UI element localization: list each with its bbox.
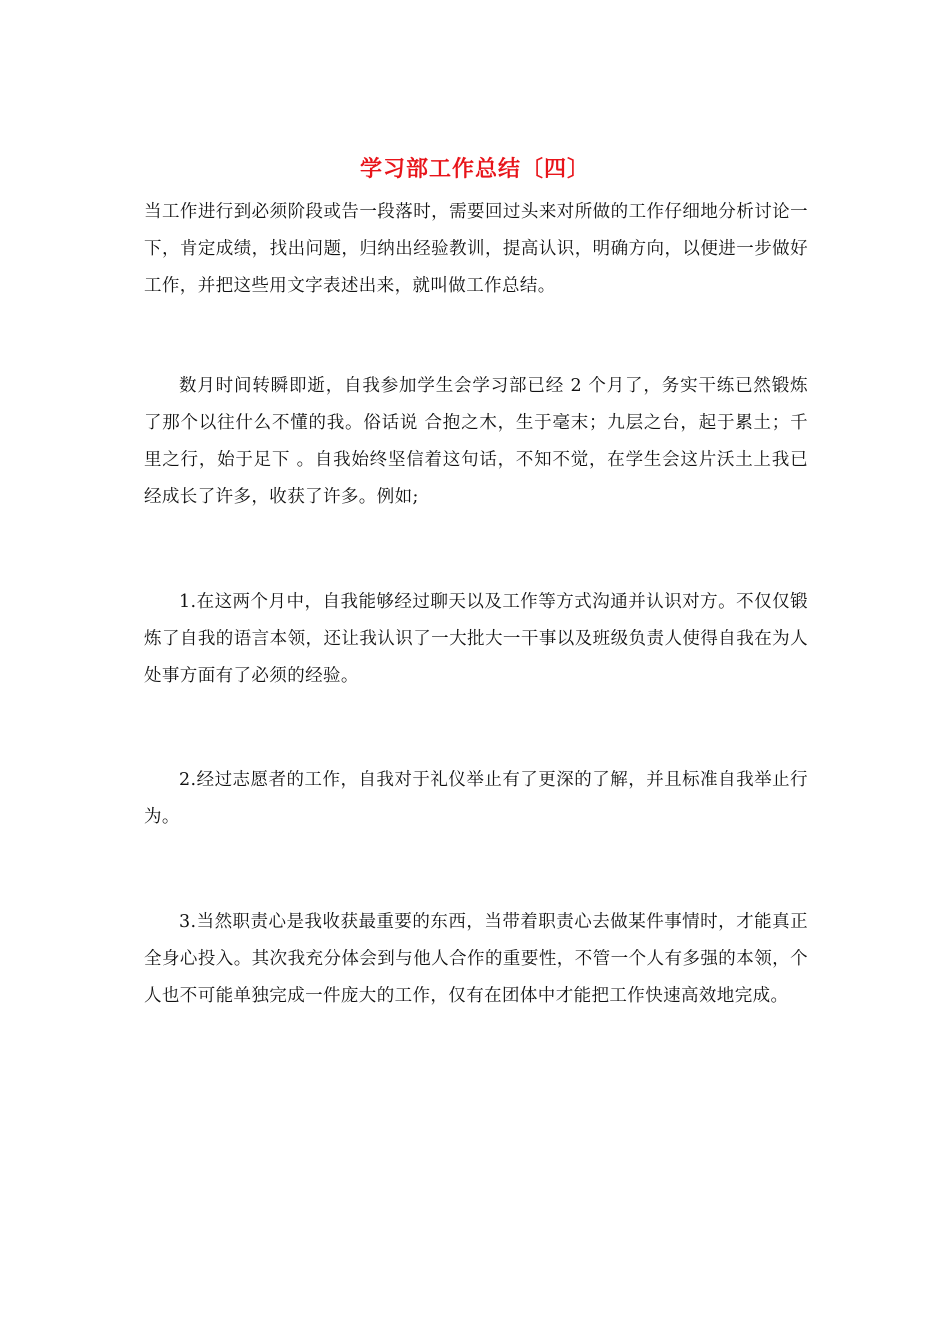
list-item-2: 2.经过志愿者的工作，自我对于礼仪举止有了更深的了解，并且标准自我举止行为。	[144, 770, 808, 827]
list-item-3: 3.当然职责心是我收获最重要的东西，当带着职责心去做某件事情时，才能真正全身心投入。其次我充分体会到与他人合作的重要性，不管一个人有多强的本领，个人也不可能单独完成一件庞大的工作，仅有在团体中才能把工作快速高效地完成。	[144, 912, 808, 1006]
document-title: 学习部工作总结〔四〕	[359, 156, 590, 182]
intro-paragraph: 当工作进行到必须阶段或告一段落时，需要回过头来对所做的工作仔细地分析讨论一下，肯定成绩，找出问题，归纳出经验教训，提高认识，明确方向，以便进一步做好工作，并把这些用文字表述出来，就叫做工作总结。	[144, 202, 808, 296]
body-paragraph-1: 数月时间转瞬即逝，自我参加学生会学习部已经 2 个月了，务实干练已然锻炼了那个以往什么不懂的我。俗话说 合抱之木，生于毫末；九层之台，起于累土；千里之行，始于足下 。自我始终坚信着这句话，不知不觉，在学生会这片沃土上我已经成长了许多，收获了许多。例如;	[144, 376, 808, 507]
list-item-1: 1.在这两个月中，自我能够经过聊天以及工作等方式沟通并认识对方。不仅仅锻炼了自我的语言本领，还让我认识了一大批大一干事以及班级负责人使得自我在为人处事方面有了必须的经验。	[144, 592, 808, 686]
